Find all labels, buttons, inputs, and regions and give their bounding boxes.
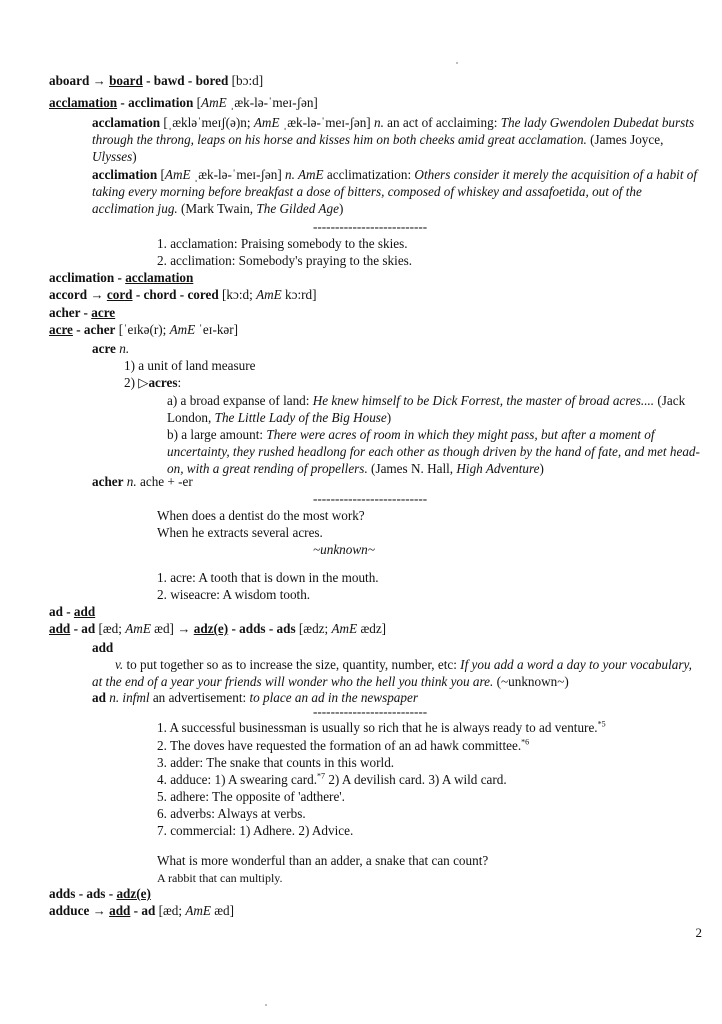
pronunciation: [ˌækləˈmeɪʃ(ə)n; xyxy=(160,115,254,130)
ame-label: AmE xyxy=(256,287,282,302)
headword: acclimation - xyxy=(49,270,126,285)
riddle-line: What is more wonderful than an adder, a snake that can count? xyxy=(157,853,489,868)
quotation: He knew himself to be Dick Forrest, the master of broad acres.... xyxy=(312,393,655,408)
source: (Jack London, xyxy=(167,393,686,425)
joke-text: 2) A devilish card. 3) A wild card. xyxy=(325,772,507,787)
entry-adds xyxy=(49,886,151,902)
headword-link[interactable]: cord xyxy=(106,287,133,302)
definition-text: an act of acclaiming: xyxy=(383,115,501,130)
pronunciation: [ædz; xyxy=(295,621,332,636)
homophones: - ad xyxy=(70,621,96,636)
ame-label: AmE xyxy=(185,903,211,918)
sense-acher xyxy=(92,474,193,490)
part-of-speech: v. xyxy=(115,657,124,672)
part-of-speech: n. AmE xyxy=(285,167,324,182)
pronunciation: [ xyxy=(157,167,165,182)
headword-link[interactable]: adz(e) xyxy=(116,886,151,901)
sense-word: ad xyxy=(92,690,106,705)
scan-speck xyxy=(456,62,458,64)
pronunciation: [bɔ:d] xyxy=(228,73,264,88)
homophones: - ad xyxy=(130,903,156,918)
source: (James Joyce, xyxy=(586,132,664,147)
pronunciation-ame: ˈeɪ-kər] xyxy=(195,322,239,337)
source-close: ) xyxy=(386,410,392,425)
sense-word: acclimation xyxy=(92,167,158,182)
sense-word: acclamation xyxy=(92,115,161,130)
part-of-speech: n. infml xyxy=(105,690,150,705)
headword: acher - xyxy=(49,305,92,320)
headword-link[interactable]: adz(e) xyxy=(193,621,229,636)
scan-speck xyxy=(265,1004,267,1006)
source-close: ) xyxy=(539,461,544,476)
pronunciation: [kɔ:d; xyxy=(218,287,257,302)
separator: -------------------------- xyxy=(313,219,428,234)
ame-label: AmE xyxy=(201,95,227,110)
ame-label: AmE xyxy=(169,322,196,337)
joke-text: 1. A successful businessman is usually so rich that he is always ready to ad venture. xyxy=(157,720,598,735)
ame-label: AmE xyxy=(331,621,358,636)
homophones: - acher xyxy=(72,322,116,337)
source-close: ) xyxy=(338,201,344,216)
pronunciation-ame: ædz] xyxy=(357,621,387,636)
definition-text: an advertisement: xyxy=(149,690,250,705)
headword: accord → xyxy=(49,287,107,302)
headword: ad - xyxy=(49,604,74,619)
definition-acclamation xyxy=(92,114,704,165)
entry-acher xyxy=(49,305,115,321)
pronunciation-ame: ˌæk-lə-ˈmeɪ-ʃən] xyxy=(279,115,374,130)
entry-acclimation xyxy=(49,270,193,286)
pronunciation-ame: ˌæk-lə-ˈmeɪ-ʃən] xyxy=(190,167,286,182)
sense-number: 2) ▷ xyxy=(124,375,149,390)
book-title: Ulysses xyxy=(92,149,133,164)
ame-label: AmE xyxy=(125,621,151,636)
footnote-ref[interactable]: *7 xyxy=(317,771,326,781)
joke-line: 1. acclamation: Praising somebody to the skies. xyxy=(157,236,408,251)
bracket: [ xyxy=(196,95,202,110)
part-of-speech: n. xyxy=(115,341,130,356)
attribution: (~unknown~) xyxy=(493,674,569,689)
entry-acre xyxy=(49,322,238,338)
source-close: ) xyxy=(132,149,137,164)
entry-add xyxy=(49,621,386,637)
subsense-text: a) a broad expanse of land: xyxy=(167,393,313,408)
part-of-speech: n. xyxy=(123,474,137,489)
sense-word: acher xyxy=(92,474,124,489)
subsense-a xyxy=(167,392,703,426)
source: (Mark Twain, xyxy=(177,201,257,216)
headword-link[interactable]: add xyxy=(109,903,131,918)
page-number: 2 xyxy=(695,925,702,940)
separator: -------------------------- xyxy=(313,491,428,506)
entry-aboard xyxy=(49,73,263,89)
quotation: There were acres of room in which they might pass, but after a moment of uncertainty, they rushed headlong for each other as though driven by the hand of fate, and met head-on, with a great rending of propellers. xyxy=(167,427,700,476)
definition-acclimation xyxy=(92,166,704,217)
homophones: - chord - cored xyxy=(132,287,219,302)
pronunciation: [ˈeɪkə(r); xyxy=(115,322,170,337)
entry-ad xyxy=(49,604,95,620)
joke-line: 2. wiseacre: A wisdom tooth. xyxy=(157,587,311,602)
headword: acclamation xyxy=(49,95,118,110)
definition-add xyxy=(92,656,704,690)
definition-text: acclimatization: xyxy=(323,167,415,182)
footnote-ref[interactable]: *5 xyxy=(597,719,606,729)
quotation: The lady Gwendolen Dubedat bursts through the throng, leaps on his horse and kisses him on both cheeks amid great acclamation. xyxy=(92,115,695,147)
definition-text: to put together so as to increase the size, quantity, number, etc: xyxy=(123,657,461,672)
joke-line xyxy=(157,772,507,788)
headword: add xyxy=(49,621,71,636)
quotation: If you add a word a day to your vocabulary, at the end of a year your friends will wonder who the hell you think you are. xyxy=(92,657,692,689)
colon: : xyxy=(177,375,182,390)
pronunciation: ˌæk-lə-ˈmeɪ-ʃən] xyxy=(226,95,318,110)
joke-text: 2. The doves have requested the formation of an ad hawk committee. xyxy=(157,738,522,753)
headword: aboard → xyxy=(49,73,110,88)
joke-line: 1. acre: A tooth that is down in the mouth. xyxy=(157,570,379,585)
riddle-line: A rabbit that can multiply. xyxy=(157,871,283,885)
homophones: - adds - ads xyxy=(228,621,296,636)
joke-line: 6. adverbs: Always at verbs. xyxy=(157,806,306,821)
separator: -------------------------- xyxy=(313,704,428,719)
sense-line xyxy=(124,375,181,391)
attribution: ~unknown~ xyxy=(313,542,375,557)
footnote-ref[interactable]: *6 xyxy=(521,737,530,747)
pronunciation-ame: æd] → xyxy=(150,621,194,636)
joke-line xyxy=(157,738,529,754)
sense-acre xyxy=(92,341,129,357)
part-of-speech: n. xyxy=(373,115,384,130)
joke-text: 4. adduce: 1) A swearing card. xyxy=(157,772,318,787)
subsense-text: b) a large amount: xyxy=(167,427,267,442)
book-title: High Adventure xyxy=(456,461,540,476)
joke-line: 5. adhere: The opposite of 'adthere'. xyxy=(157,789,345,804)
homophones: - acclimation xyxy=(117,95,197,110)
joke-line: 2. acclimation: Somebody's praying to the skies. xyxy=(157,253,413,268)
headword: adds - ads - xyxy=(49,886,117,901)
riddle-line: When does a dentist do the most work? xyxy=(157,508,365,523)
headword: adduce → xyxy=(49,903,110,918)
source: (James N. Hall, xyxy=(367,461,457,476)
ame-label: AmE xyxy=(164,167,191,182)
headword: acre xyxy=(49,322,73,337)
subsense-b xyxy=(167,426,703,477)
quotation: Others consider it merely the acquisition of a habit of taking every morning before breakfast a dose of bitters, composed of whiskey and assafoetida, out of the acclimation jug. xyxy=(92,167,698,216)
riddle-line: When he extracts several acres. xyxy=(157,525,323,540)
entry-acclamation xyxy=(49,95,318,111)
entry-adduce xyxy=(49,903,234,919)
pronunciation: [æd; xyxy=(95,621,126,636)
pronunciation-ame: kɔ:rd] xyxy=(281,287,317,302)
pronunciation-ame: æd] xyxy=(210,903,235,918)
joke-line xyxy=(157,720,606,736)
book-title: The Gilded Age xyxy=(256,201,339,216)
sense-word: acre xyxy=(92,341,116,356)
joke-line: 7. commercial: 1) Adhere. 2) Advice. xyxy=(157,823,354,838)
sense-word: acres xyxy=(148,375,178,390)
joke-line: 3. adder: The snake that counts in this world. xyxy=(157,755,395,770)
ame-label: AmE xyxy=(253,115,280,130)
headword-link[interactable]: add xyxy=(73,604,96,619)
example: to place an ad in the newspaper xyxy=(249,690,418,705)
entry-accord xyxy=(49,287,317,303)
sense-word: add xyxy=(92,640,114,655)
headword-link[interactable]: board xyxy=(109,73,143,88)
homophones: - bawd - bored xyxy=(142,73,229,88)
headword-link[interactable]: acclamation xyxy=(125,270,194,285)
pronunciation: [æd; xyxy=(155,903,186,918)
sense-line: 1) a unit of land measure xyxy=(124,358,256,373)
definition-text: ache + -er xyxy=(136,474,193,489)
headword-link[interactable]: acre xyxy=(91,305,116,320)
book-title: The Little Lady of the Big House xyxy=(214,410,387,425)
